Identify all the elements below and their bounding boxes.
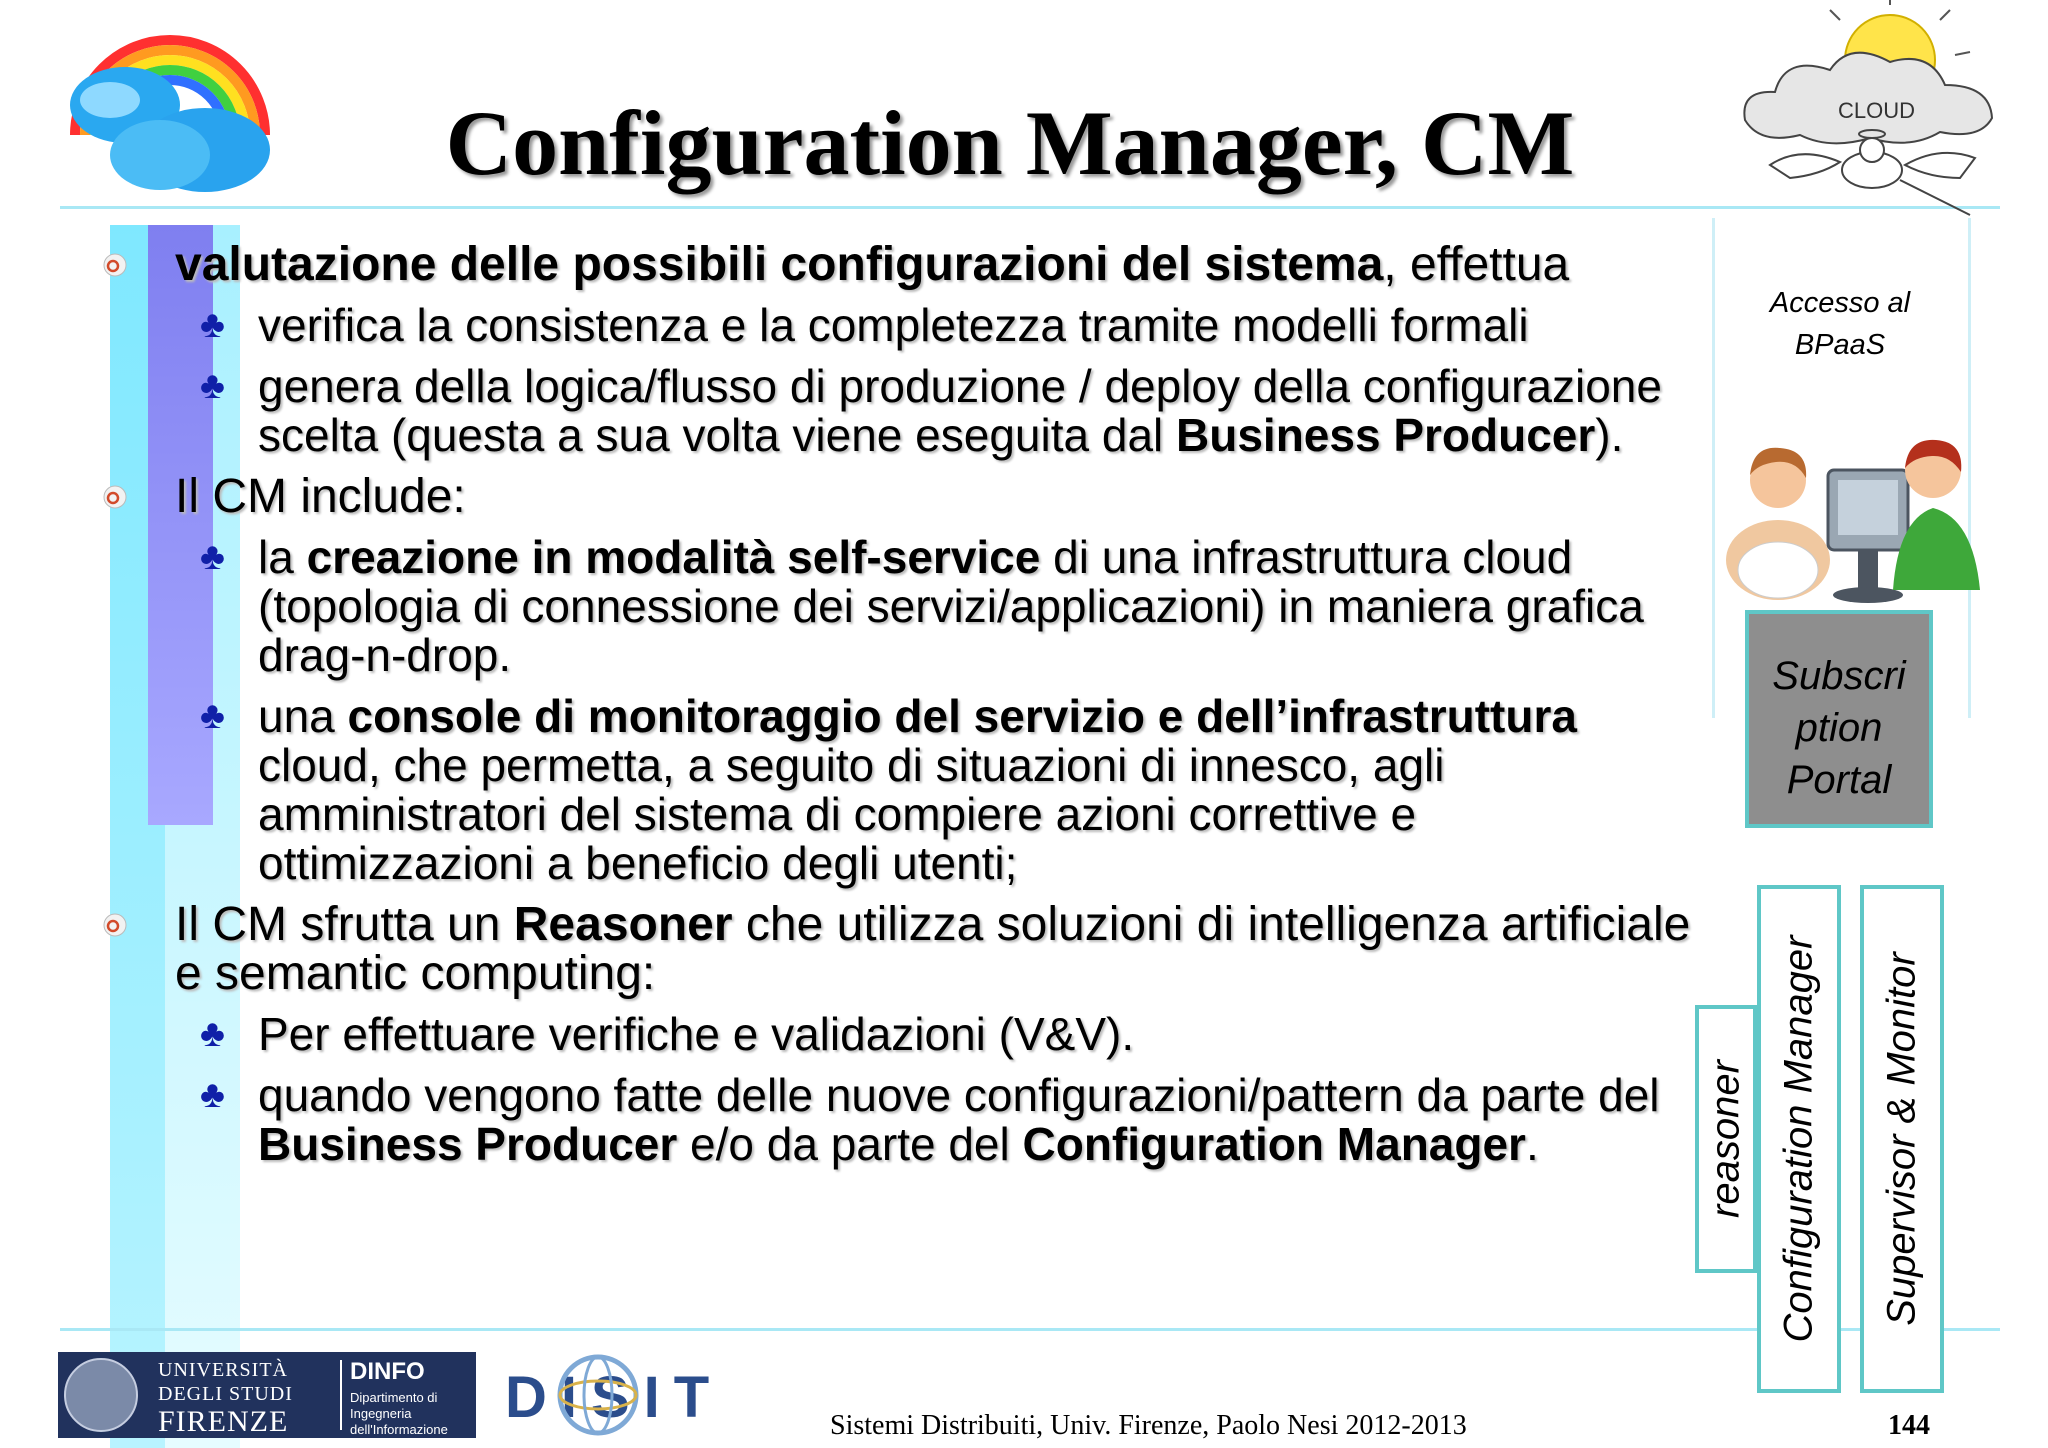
text-run: Il CM include: xyxy=(175,470,466,523)
sidebar-rule-left xyxy=(1712,218,1715,718)
disit-label: DISIT xyxy=(505,1365,724,1430)
text-run: Configuration Manager xyxy=(1022,1118,1526,1170)
text-run: console di monitoraggio del servizio e dell’infrastruttura xyxy=(347,690,1577,742)
configuration-manager-label: Configuration Manager xyxy=(1776,935,1821,1343)
dinfo-label: DINFO xyxy=(350,1358,425,1385)
text-run: creazione in modalità self-service xyxy=(306,531,1041,583)
university-line: FIRENZE xyxy=(158,1405,289,1438)
club-bullet-icon: ♣ xyxy=(200,304,225,346)
text-run: . xyxy=(1525,1118,1539,1170)
circle-bullet-icon xyxy=(102,252,128,278)
sub-bullet-item xyxy=(100,362,1700,460)
text-run: la xyxy=(258,531,307,583)
university-line: UNIVERSITÀ xyxy=(158,1359,288,1381)
slide-title: Configuration Manager, CM xyxy=(445,92,1575,194)
text-run: Business Producer xyxy=(258,1118,678,1170)
dinfo-sub-line: Dipartimento di xyxy=(350,1390,438,1405)
dinfo-subtitle xyxy=(350,1390,476,1438)
title-divider xyxy=(60,206,2000,209)
portal-line: Subscri xyxy=(1772,654,1906,698)
footer-course-info: Sistemi Distribuiti, Univ. Firenze, Paolo Nesi 2012-2013 xyxy=(830,1410,1467,1441)
page-number: 144 xyxy=(1888,1410,1930,1441)
text-run: cloud, che permetta, a seguito di situazioni di innesco, agli amministratori del sistema di compiere azioni correttive e ottimizzazioni a beneficio degli utenti; xyxy=(258,739,1445,889)
cloud-label: CLOUD xyxy=(1838,98,1916,123)
text-run: Il CM sfrutta un xyxy=(175,898,514,951)
bullet-item xyxy=(100,472,1700,521)
footer-divider xyxy=(60,1328,2000,1331)
supervisor-monitor-label: Supervisor & Monitor xyxy=(1879,952,1924,1326)
text-run: genera della logica/flusso di produzione / deploy della configurazione scelta (questa a sua volta viene eseguita dal xyxy=(258,360,1662,461)
text-run: una xyxy=(258,690,348,742)
cloud-sun-angel-icon xyxy=(1730,0,2010,235)
bullet-item xyxy=(100,240,1700,289)
text-run: Per effettuare verifiche e validazioni (V&V). xyxy=(258,1008,1135,1060)
text-run: verifica la consistenza e la completezza tramite modelli formali xyxy=(258,299,1529,351)
university-seal-icon xyxy=(64,1358,138,1432)
bpaas-caption xyxy=(1740,282,1940,366)
circle-bullet-icon xyxy=(102,912,128,938)
reasoner-box xyxy=(1695,1005,1757,1273)
university-name xyxy=(158,1358,293,1438)
users-computer-icon xyxy=(1718,430,1993,605)
logo-separator xyxy=(340,1360,342,1430)
club-bullet-icon: ♣ xyxy=(200,1074,225,1116)
rainbow-cloud-icon xyxy=(55,5,285,205)
caption-line: Accesso al xyxy=(1769,287,1911,319)
sub-bullet-item xyxy=(100,1071,1700,1169)
disit-globe-icon xyxy=(500,1345,724,1440)
text-run: valutazione delle possibili configurazioni del sistema xyxy=(175,238,1384,291)
text-run: e/o da parte del xyxy=(677,1118,1023,1170)
text-run: quando vengono fatte delle nuove configurazioni/pattern da parte del xyxy=(258,1069,1660,1121)
circle-bullet-icon xyxy=(102,484,128,510)
club-bullet-icon: ♣ xyxy=(200,365,225,407)
text-run: , effettua xyxy=(1383,238,1570,291)
supervisor-monitor-box xyxy=(1860,885,1944,1393)
subscription-portal-box xyxy=(1745,610,1933,828)
sub-bullet-item xyxy=(100,533,1700,680)
portal-line: Portal xyxy=(1786,758,1892,802)
reasoner-label: reasoner xyxy=(1703,1060,1748,1218)
sub-bullet-item xyxy=(100,692,1700,888)
university-line: DEGLI STUDI xyxy=(158,1383,293,1405)
text-run: Reasoner xyxy=(513,898,733,951)
dinfo-sub-line: Ingegneria dell'Informazione xyxy=(350,1406,448,1437)
text-run: di una infrastruttura cloud (topologia di connessione dei servizi/applicazioni) in maniera grafica drag-n-drop. xyxy=(258,531,1644,681)
text-run: che utilizza soluzioni di intelligenza artificiale e semantic computing: xyxy=(175,898,1691,1000)
bullet-item xyxy=(100,900,1700,998)
club-bullet-icon: ♣ xyxy=(200,1013,225,1055)
text-run: ). xyxy=(1595,409,1624,461)
caption-line: BPaaS xyxy=(1794,329,1886,361)
club-bullet-icon: ♣ xyxy=(200,536,225,578)
configuration-manager-box xyxy=(1757,885,1841,1393)
club-bullet-icon: ♣ xyxy=(200,695,225,737)
university-logo xyxy=(58,1352,476,1438)
portal-line: ption xyxy=(1795,706,1883,750)
bullet-list xyxy=(100,240,1700,1181)
sub-bullet-item xyxy=(100,1010,1700,1059)
sub-bullet-item xyxy=(100,301,1700,350)
text-run: Business Producer xyxy=(1176,409,1596,461)
